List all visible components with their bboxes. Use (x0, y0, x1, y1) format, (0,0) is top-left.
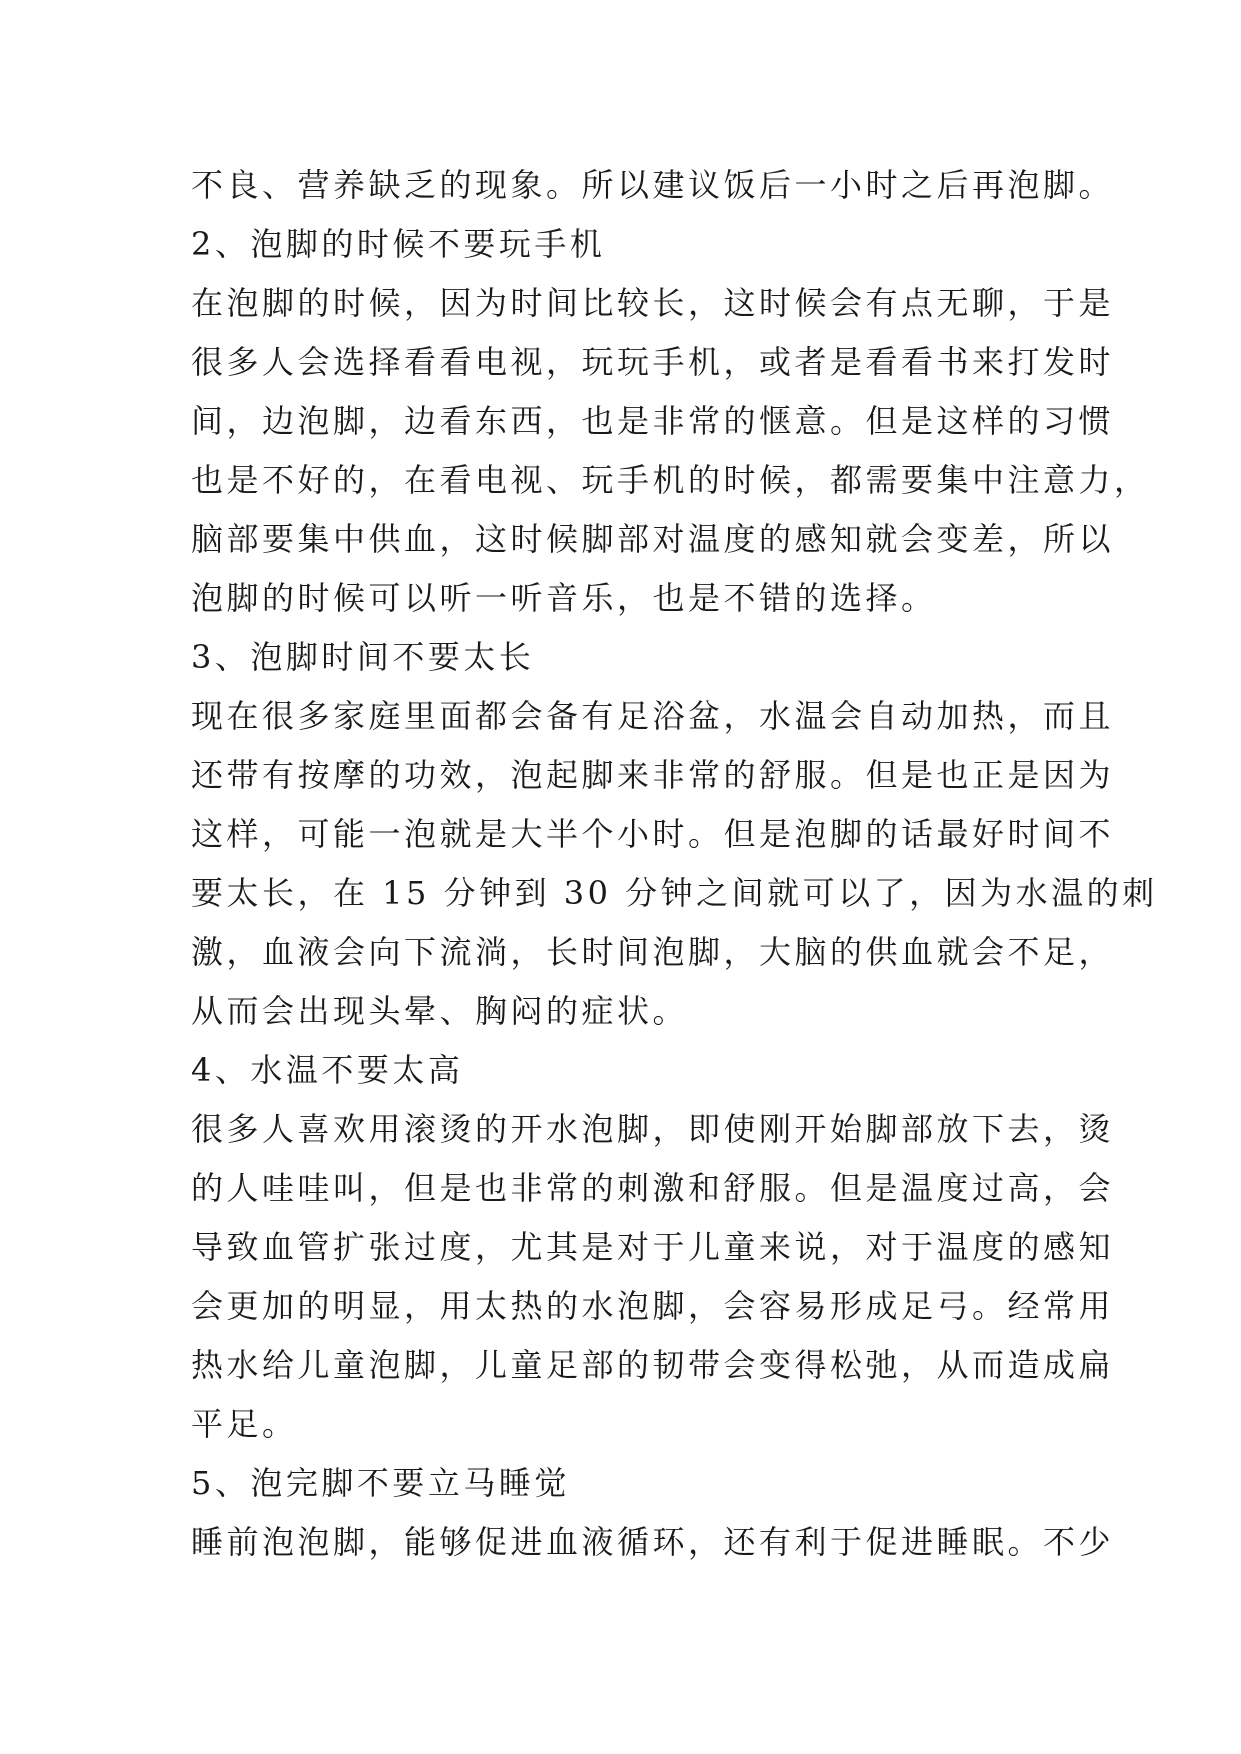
paragraph-line: 脑部要集中供血，这时候脚部对温度的感知就会变差，所以 (191, 520, 1115, 558)
section-heading-2: 2、泡脚的时候不要玩手机 (191, 225, 606, 263)
paragraph-line: 从而会出现头晕、胸闷的症状。 (191, 992, 689, 1030)
section-heading-4: 4、水温不要太高 (191, 1051, 464, 1089)
paragraph-line: 要太长，在 15 分钟到 30 分钟之间就可以了，因为水温的刺 (191, 874, 1158, 912)
paragraph-line: 在泡脚的时候，因为时间比较长，这时候会有点无聊，于是 (191, 284, 1115, 322)
paragraph-line: 很多人会选择看看电视，玩玩手机，或者是看看书来打发时 (191, 343, 1115, 381)
paragraph-line: 这样，可能一泡就是大半个小时。但是泡脚的话最好时间不 (191, 815, 1115, 853)
paragraph-line: 不良、营养缺乏的现象。所以建议饭后一小时之后再泡脚。 (191, 166, 1115, 204)
paragraph-line: 泡脚的时候可以听一听音乐，也是不错的选择。 (191, 579, 937, 617)
paragraph-line: 间，边泡脚，边看东西，也是非常的惬意。但是这样的习惯 (191, 402, 1115, 440)
paragraph-line: 会更加的明显，用太热的水泡脚，会容易形成足弓。经常用 (191, 1287, 1115, 1325)
paragraph-line: 很多人喜欢用滚烫的开水泡脚，即使刚开始脚部放下去，烫 (191, 1110, 1115, 1148)
paragraph-line: 导致血管扩张过度，尤其是对于儿童来说，对于温度的感知 (191, 1228, 1115, 1266)
paragraph-line: 也是不好的，在看电视、玩手机的时候，都需要集中注意力， (191, 461, 1150, 499)
paragraph-line: 热水给儿童泡脚，儿童足部的韧带会变得松弛，从而造成扁 (191, 1346, 1115, 1384)
paragraph-line: 平足。 (191, 1405, 298, 1443)
paragraph-line: 睡前泡泡脚，能够促进血液循环，还有利于促进睡眠。不少 (191, 1523, 1115, 1561)
paragraph-line: 的人哇哇叫，但是也非常的刺激和舒服。但是温度过高，会 (191, 1169, 1115, 1207)
paragraph-line: 激，血液会向下流淌，长时间泡脚，大脑的供血就会不足， (191, 933, 1115, 971)
section-heading-5: 5、泡完脚不要立马睡觉 (191, 1464, 570, 1502)
paragraph-line: 还带有按摩的功效，泡起脚来非常的舒服。但是也正是因为 (191, 756, 1115, 794)
document-body (191, 156, 1158, 1572)
paragraph-line: 现在很多家庭里面都会备有足浴盆，水温会自动加热，而且 (191, 697, 1115, 735)
section-heading-3: 3、泡脚时间不要太长 (191, 638, 535, 676)
